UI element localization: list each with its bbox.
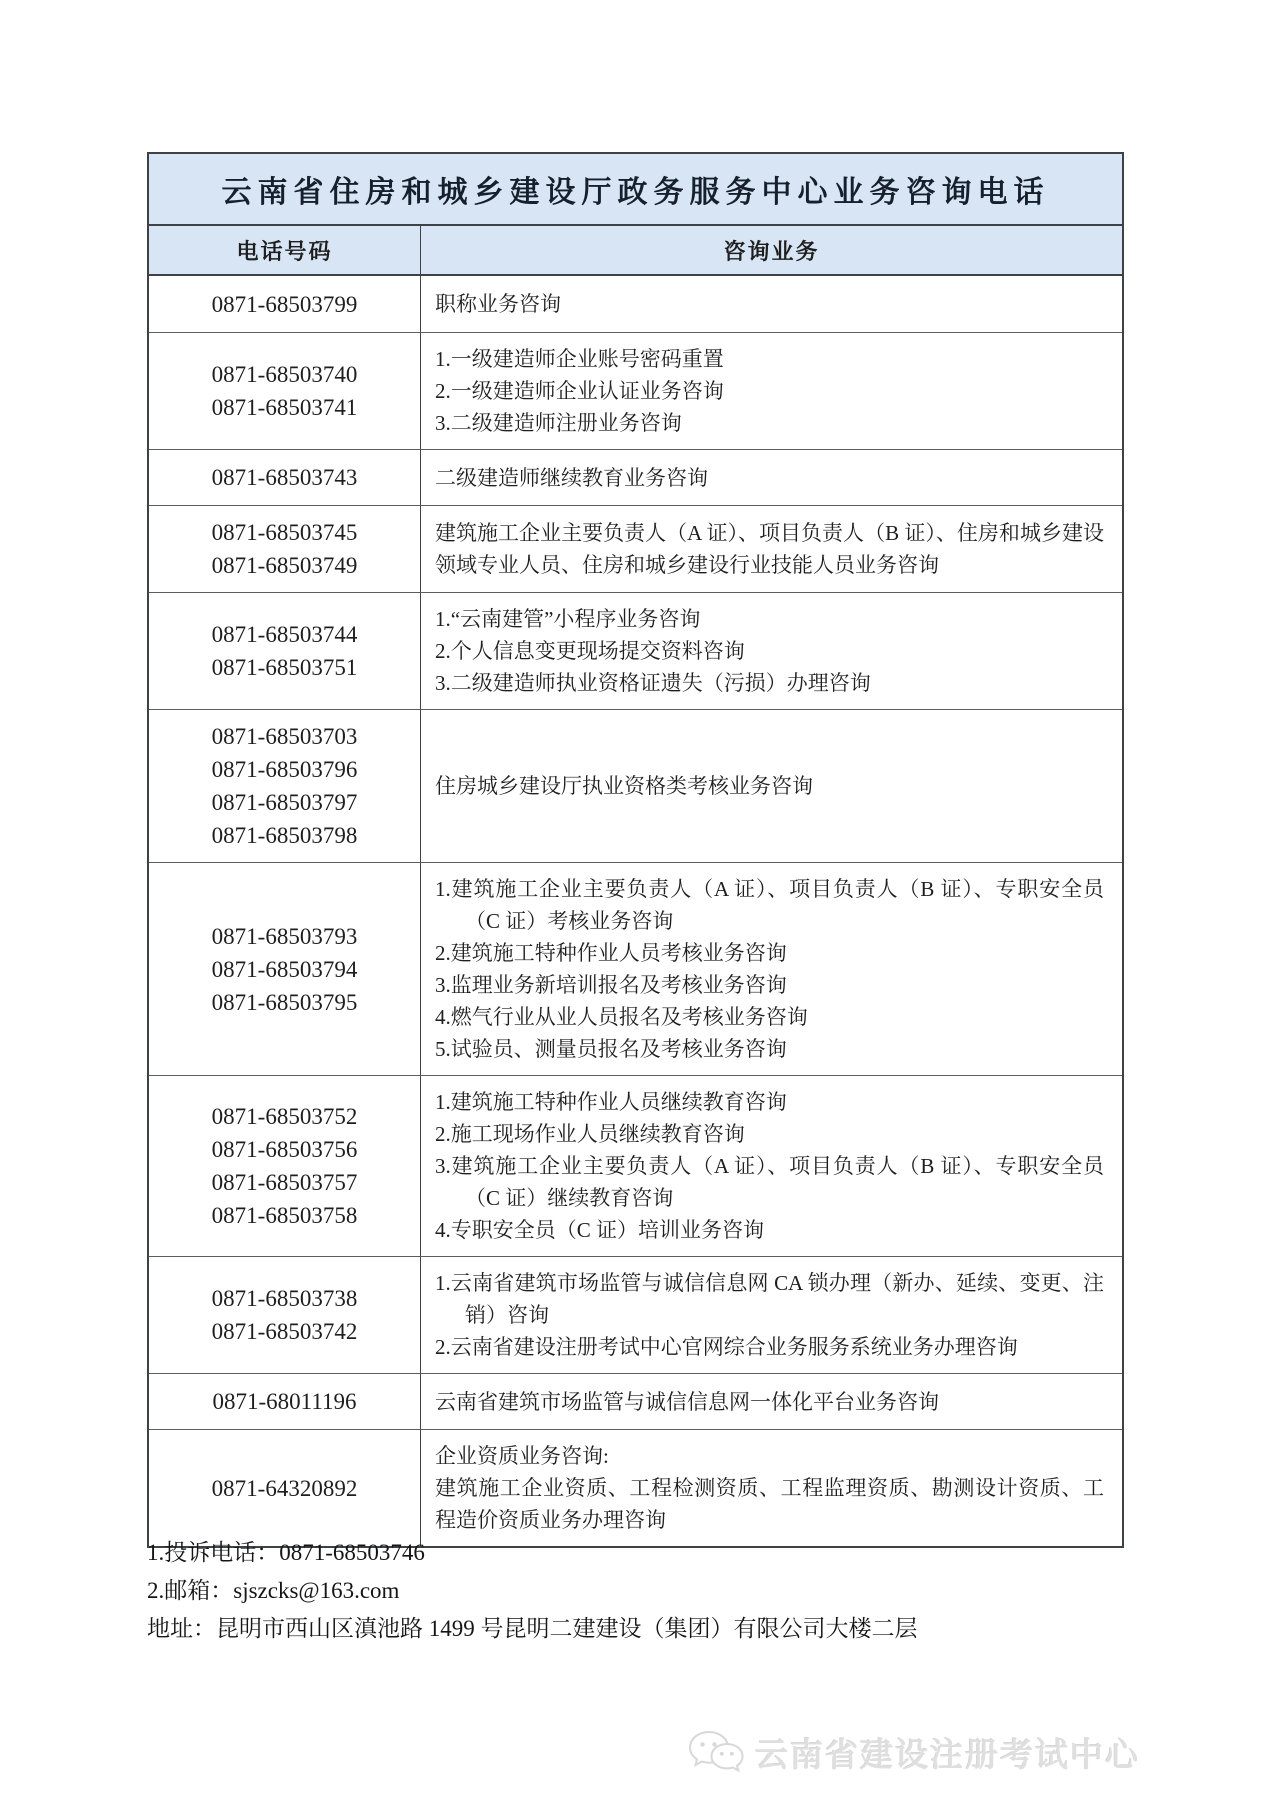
watermark — [687, 1728, 1140, 1776]
service-text: 云南省建筑市场监管与诚信信息网一体化平台业务咨询 — [435, 1389, 939, 1414]
service-cell — [421, 863, 1122, 1075]
service-text: 二级建造师继续教育业务咨询 — [435, 465, 708, 490]
service-text: 2.个人信息变更现场提交资料咨询 — [435, 639, 745, 663]
service-cell — [421, 1257, 1122, 1373]
phone-number: 0871-68503793 — [211, 923, 358, 949]
phone-number: 0871-68011196 — [212, 1389, 357, 1414]
table-row — [149, 1075, 1122, 1256]
service-text: 4.燃气行业从业人员报名及考核业务咨询 — [435, 1005, 808, 1029]
table-row — [149, 332, 1122, 449]
column-header-service: 咨询业务 — [723, 238, 820, 264]
table-row — [149, 1429, 1122, 1546]
phone-number: 0871-68503743 — [211, 465, 358, 490]
phone-number: 0871-68503751 — [211, 655, 358, 680]
service-text: 住房城乡建设厅执业资格类考核业务咨询 — [435, 774, 813, 798]
phone-number: 0871-68503796 — [211, 757, 358, 782]
table-row — [149, 1256, 1122, 1373]
phone-number: 0871-68503797 — [211, 790, 358, 815]
footer-line: 1.投诉电话：0871-68503746 — [147, 1540, 425, 1565]
table-rows — [149, 276, 1122, 1546]
phone-cell — [149, 450, 421, 505]
phone-number: 0871-64320892 — [211, 1475, 358, 1501]
phone-cell — [149, 1257, 421, 1373]
service-text: 3.二级建造师执业资格证遗失（污损）办理咨询 — [435, 671, 871, 695]
phone-directory-table — [147, 152, 1124, 1548]
phone-number: 0871-68503742 — [211, 1319, 358, 1344]
service-text: 1.云南省建筑市场监管与诚信信息网 CA 锁办理（新办、延续、变更、注销）咨询 — [435, 1271, 1104, 1327]
service-cell — [421, 1430, 1122, 1546]
phone-number: 0871-68503744 — [211, 622, 358, 647]
service-text: 2.云南省建设注册考试中心官网综合业务服务系统业务办理咨询 — [435, 1335, 1018, 1359]
phone-number: 0871-68503740 — [211, 362, 358, 387]
phone-cell — [149, 1076, 421, 1256]
phone-number: 0871-68503756 — [211, 1137, 358, 1162]
service-text: 3.建筑施工企业主要负责人（A 证）、项目负责人（B 证）、专职安全员（C 证）继续教育咨询 — [435, 1154, 1104, 1210]
service-text: 企业资质业务咨询: — [435, 1444, 609, 1468]
phone-cell — [149, 863, 421, 1075]
service-text: 3.监理业务新培训报名及考核业务咨询 — [435, 973, 787, 997]
phone-number: 0871-68503794 — [211, 956, 358, 982]
table-row — [149, 505, 1122, 592]
footer-notes — [147, 1534, 1147, 1648]
service-cell — [421, 450, 1122, 505]
service-text: 建筑施工企业主要负责人（A 证）、项目负责人（B 证）、住房和城乡建设领域专业人员、住房和城乡建设行业技能人员业务咨询 — [435, 521, 1104, 577]
phone-number: 0871-68503752 — [211, 1104, 358, 1129]
footer-line: 2.邮箱：sjszcks@163.com — [147, 1578, 400, 1603]
phone-cell — [149, 506, 421, 592]
phone-number: 0871-68503745 — [211, 520, 358, 545]
phone-number: 0871-68503758 — [211, 1203, 358, 1228]
table-row — [149, 449, 1122, 505]
phone-number: 0871-68503757 — [211, 1170, 358, 1195]
service-text: 建筑施工企业资质、工程检测资质、工程监理资质、勘测设计资质、工程造价资质业务办理咨询 — [435, 1476, 1104, 1532]
phone-cell — [149, 333, 421, 449]
service-cell — [421, 506, 1122, 592]
phone-cell — [149, 276, 421, 332]
table-row — [149, 862, 1122, 1075]
table-row — [149, 1373, 1122, 1429]
service-text: 职称业务咨询 — [435, 292, 561, 316]
service-text: 1.建筑施工企业主要负责人（A 证）、项目负责人（B 证）、专职安全员（C 证）考核业务咨询 — [435, 877, 1104, 933]
service-text: 4.专职安全员（C 证）培训业务咨询 — [435, 1218, 765, 1242]
phone-number: 0871-68503738 — [211, 1286, 358, 1311]
phone-number: 0871-68503795 — [211, 989, 358, 1015]
service-text: 2.一级建造师企业认证业务咨询 — [435, 379, 724, 403]
table-row — [149, 592, 1122, 709]
phone-number: 0871-68503741 — [211, 395, 358, 420]
wechat-icon — [687, 1728, 745, 1776]
phone-cell — [149, 593, 421, 709]
service-cell — [421, 710, 1122, 862]
table-title: 云南省住房和城乡建设厅政务服务中心业务咨询电话 — [149, 154, 1122, 226]
service-text: 3.二级建造师注册业务咨询 — [435, 411, 682, 435]
table-row — [149, 709, 1122, 862]
watermark-label: 云南省建设注册考试中心 — [755, 1737, 1140, 1774]
phone-number: 0871-68503749 — [211, 553, 358, 578]
phone-number: 0871-68503798 — [211, 823, 358, 848]
service-cell — [421, 1374, 1122, 1429]
service-cell — [421, 333, 1122, 449]
service-text: 1.“云南建管”小程序业务咨询 — [435, 607, 701, 631]
service-text: 1.一级建造师企业账号密码重置 — [435, 347, 724, 371]
service-text: 5.试验员、测量员报名及考核业务咨询 — [435, 1037, 787, 1061]
service-text: 2.施工现场作业人员继续教育咨询 — [435, 1122, 745, 1146]
service-cell — [421, 1076, 1122, 1256]
phone-number: 0871-68503703 — [211, 724, 358, 749]
service-cell — [421, 276, 1122, 332]
service-cell — [421, 593, 1122, 709]
table-header-row — [149, 226, 1122, 276]
service-text: 2.建筑施工特种作业人员考核业务咨询 — [435, 941, 787, 965]
phone-cell — [149, 1430, 421, 1546]
service-text: 1.建筑施工特种作业人员继续教育咨询 — [435, 1090, 787, 1114]
column-header-phone: 电话号码 — [149, 226, 421, 274]
phone-number: 0871-68503799 — [211, 291, 358, 317]
footer-line: 地址：昆明市西山区滇池路 1499 号昆明二建建设（集团）有限公司大楼二层 — [147, 1616, 918, 1641]
phone-cell — [149, 1374, 421, 1429]
phone-cell — [149, 710, 421, 862]
table-row — [149, 276, 1122, 332]
